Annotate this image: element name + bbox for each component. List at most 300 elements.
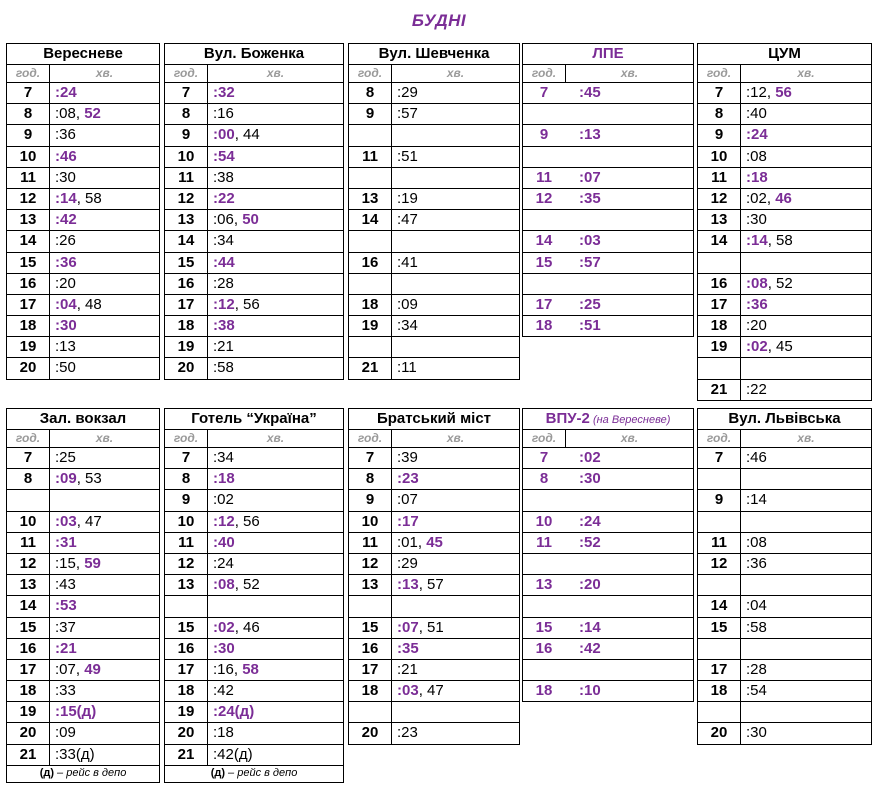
minutes-cell: :33	[55, 682, 76, 700]
minutes-cell: :02, 46	[746, 189, 792, 207]
hour-cell: 20	[349, 723, 392, 743]
table-row	[164, 231, 344, 252]
minutes-cell	[392, 274, 519, 294]
minutes-cell: :42(д)	[213, 745, 253, 763]
table-row	[697, 723, 872, 744]
table-row	[697, 702, 872, 723]
hour-cell: 13	[535, 576, 553, 594]
minutes-cell: :44	[213, 253, 235, 271]
table-row	[6, 745, 160, 766]
table-row	[697, 512, 872, 533]
column-header	[164, 65, 344, 83]
hour-cell: 16	[7, 274, 50, 294]
column-header-hour: год.	[523, 430, 566, 447]
table-row	[6, 448, 160, 469]
table-row	[6, 554, 160, 575]
table-row	[697, 147, 872, 168]
table-row	[6, 533, 160, 554]
minutes-cell: :40	[746, 105, 767, 123]
stop-name-label: ЛПЕ	[592, 45, 624, 62]
hour-cell	[523, 210, 565, 230]
stop-table-shevchenka	[348, 43, 520, 380]
minutes-cell: :13	[579, 126, 601, 144]
hour-cell	[523, 490, 565, 510]
minutes-cell: :36	[746, 554, 767, 572]
hour-cell: 18	[535, 682, 553, 700]
hour-cell: 16	[7, 639, 50, 659]
table-row	[522, 639, 694, 660]
column-header	[164, 430, 344, 448]
minutes-cell: :34	[213, 449, 234, 466]
hour-cell: 21	[349, 358, 392, 378]
table-row	[697, 253, 872, 274]
table-row	[6, 316, 160, 337]
hour-cell: 7	[165, 448, 208, 468]
table-row	[164, 554, 344, 575]
hour-cell	[523, 274, 565, 294]
column-header-hour: год.	[523, 65, 566, 82]
minutes-cell: :14	[579, 618, 601, 636]
table-row	[348, 554, 520, 575]
minutes-cell: :29	[397, 554, 418, 572]
minutes-cell: :23	[397, 724, 418, 742]
table-row	[522, 104, 694, 125]
table-row	[164, 295, 344, 316]
minutes-cell: :07, 51	[397, 618, 444, 636]
hour-cell: 20	[165, 723, 208, 743]
table-row	[164, 274, 344, 295]
column-header	[522, 430, 694, 448]
hour-cell: 7	[7, 448, 50, 468]
hour-cell: 16	[165, 639, 208, 659]
hour-cell: 16	[349, 639, 392, 659]
stop-name	[164, 43, 344, 65]
minutes-cell: :24	[579, 512, 601, 530]
table-row	[522, 147, 694, 168]
table-row	[348, 253, 520, 274]
hour-cell: 9	[698, 125, 741, 145]
hour-cell: 9	[349, 104, 392, 124]
minutes-cell: :21	[397, 660, 418, 678]
minutes-cell: :32	[213, 84, 235, 101]
hour-cell	[523, 596, 565, 616]
minutes-cell	[565, 596, 693, 616]
column-header-hour: год.	[698, 430, 741, 447]
minutes-cell: :30	[579, 470, 601, 488]
minutes-cell: :19	[397, 189, 418, 207]
hour-cell: 18	[698, 681, 741, 701]
hour-cell: 17	[165, 295, 208, 315]
table-row	[6, 469, 160, 490]
stop-name	[522, 408, 694, 430]
column-header-minutes: хв.	[95, 431, 114, 445]
table-row	[6, 618, 160, 639]
minutes-cell	[565, 104, 693, 124]
hour-cell: 12	[535, 189, 553, 207]
column-header-hour: год.	[165, 430, 208, 447]
hour-cell	[349, 596, 392, 616]
table-row	[697, 104, 872, 125]
minutes-cell: :25	[579, 295, 601, 313]
table-row	[6, 575, 160, 596]
hour-cell: 15	[7, 253, 50, 273]
minutes-cell: :18	[746, 168, 768, 186]
minutes-cell: :38	[213, 317, 235, 335]
minutes-cell: :35	[579, 189, 601, 207]
table-row	[697, 337, 872, 358]
column-header-minutes: хв.	[266, 431, 285, 445]
table-row	[522, 533, 694, 554]
table-row	[348, 596, 520, 617]
minutes-cell: :36	[55, 253, 77, 271]
minutes-cell: :14, 58	[55, 189, 102, 207]
hour-cell: 14	[7, 231, 50, 251]
table-row	[164, 618, 344, 639]
minutes-cell: :17	[397, 512, 419, 530]
minutes-cell: :11	[397, 359, 417, 377]
stop-name	[348, 408, 520, 430]
depot-note: (д) – рейс в депо	[6, 766, 160, 783]
hour-cell	[698, 639, 741, 659]
minutes-cell: :03, 47	[55, 512, 102, 530]
minutes-cell: :35	[397, 639, 419, 657]
hour-cell: 7	[539, 84, 549, 101]
hour-cell: 20	[7, 723, 50, 743]
table-row	[6, 83, 160, 104]
minutes-cell: :46	[746, 449, 767, 466]
table-row	[522, 189, 694, 210]
column-header-minutes: хв.	[446, 431, 465, 445]
minutes-cell: :42	[55, 211, 77, 229]
table-row	[164, 358, 344, 379]
hour-cell: 14	[165, 231, 208, 251]
stop-table-lvivska	[697, 408, 872, 745]
table-row	[164, 660, 344, 681]
minutes-cell: :13, 57	[397, 576, 444, 594]
table-row	[697, 295, 872, 316]
minutes-cell: :54	[746, 682, 767, 700]
hour-cell: 18	[7, 681, 50, 701]
hour-cell: 14	[698, 596, 741, 616]
minutes-cell: :40	[213, 533, 235, 551]
table-row	[348, 104, 520, 125]
minutes-cell: :01, 45	[397, 533, 443, 551]
minutes-cell: :15, 59	[55, 554, 101, 572]
hour-cell: 19	[7, 702, 50, 722]
minutes-cell: :57	[397, 105, 418, 123]
minutes-cell: :18	[213, 470, 235, 488]
column-header	[348, 430, 520, 448]
table-row	[697, 533, 872, 554]
table-row	[6, 358, 160, 379]
table-row	[164, 575, 344, 596]
table-row	[348, 83, 520, 104]
minutes-cell: :09	[397, 295, 418, 313]
table-row	[164, 512, 344, 533]
minutes-cell: :41	[397, 253, 418, 271]
table-row	[6, 596, 160, 617]
minutes-cell: :22	[213, 189, 235, 207]
minutes-cell: :28	[213, 274, 234, 292]
table-row	[348, 490, 520, 511]
minutes-cell: :04	[746, 597, 767, 615]
table-row	[164, 533, 344, 554]
hour-cell: 9	[698, 490, 741, 510]
hour-cell: 19	[165, 702, 208, 722]
hour-cell: 9	[165, 490, 208, 510]
hour-cell: 9	[165, 125, 208, 145]
minutes-cell: :06, 50	[213, 211, 259, 229]
minutes-cell: :14	[746, 491, 767, 509]
hour-cell: 17	[698, 295, 741, 315]
table-row	[164, 702, 344, 723]
table-row	[522, 490, 694, 511]
stop-table-veresneve	[6, 43, 160, 380]
stop-name	[348, 43, 520, 65]
table-row	[522, 295, 694, 316]
hour-cell: 11	[349, 533, 392, 553]
minutes-cell	[392, 596, 519, 616]
minutes-cell: :15(д)	[55, 703, 97, 721]
minutes-cell: :24	[213, 554, 234, 572]
table-row	[164, 681, 344, 702]
table-row	[6, 702, 160, 723]
table-row	[522, 469, 694, 490]
stop-name-label: Вересневе	[43, 45, 123, 62]
minutes-cell: :14, 58	[746, 232, 793, 250]
hour-cell: 18	[165, 681, 208, 701]
table-row	[522, 512, 694, 533]
hour-cell: 15	[165, 618, 208, 638]
table-row	[348, 358, 520, 379]
table-row	[522, 554, 694, 575]
hour-cell: 12	[698, 554, 741, 574]
stop-table-hotel-ukraina	[164, 408, 344, 783]
hour-cell: 11	[698, 533, 741, 553]
hour-cell: 11	[698, 168, 741, 188]
hour-cell: 11	[536, 533, 552, 551]
table-row	[164, 104, 344, 125]
hour-cell: 11	[7, 533, 50, 553]
minutes-cell: :03, 47	[397, 682, 444, 700]
table-row	[522, 448, 694, 469]
minutes-cell: :18	[213, 724, 234, 742]
stop-name-label: ЦУМ	[768, 45, 801, 62]
minutes-cell: :58	[746, 618, 767, 636]
table-row	[522, 618, 694, 639]
hour-cell: 10	[7, 147, 50, 167]
hour-cell: 12	[7, 554, 50, 574]
hour-cell: 15	[7, 618, 50, 638]
hour-cell: 9	[349, 490, 392, 510]
minutes-cell: :09, 53	[55, 470, 102, 488]
hour-cell: 10	[698, 147, 741, 167]
table-row	[164, 723, 344, 744]
hour-cell: 17	[165, 660, 208, 680]
table-row	[697, 554, 872, 575]
hour-cell: 9	[7, 125, 50, 145]
hour-cell: 9	[539, 126, 549, 144]
minutes-cell: :31	[55, 533, 77, 551]
column-header-hour: год.	[349, 430, 392, 447]
minutes-cell: :47	[397, 211, 418, 229]
stop-name	[6, 43, 160, 65]
hour-cell: 10	[7, 512, 50, 532]
minutes-cell	[565, 147, 693, 167]
hour-cell: 16	[535, 639, 553, 657]
hour-cell: 7	[7, 83, 50, 103]
hour-cell	[698, 702, 741, 722]
hour-cell: 7	[165, 83, 208, 103]
stop-table-bratskyi-mist	[348, 408, 520, 745]
column-header	[6, 65, 160, 83]
minutes-cell: :42	[579, 639, 601, 657]
minutes-cell	[741, 358, 871, 378]
hour-cell: 19	[165, 337, 208, 357]
minutes-cell: :12, 56	[746, 84, 792, 101]
column-header	[522, 65, 694, 83]
table-row	[522, 210, 694, 231]
stop-name	[522, 43, 694, 65]
minutes-cell: :00, 44	[213, 126, 260, 144]
table-row	[6, 125, 160, 146]
hour-cell: 8	[698, 104, 741, 124]
table-row	[6, 337, 160, 358]
minutes-cell: :02	[213, 491, 234, 509]
minutes-cell: :30	[746, 211, 767, 229]
minutes-cell	[741, 469, 871, 489]
table-row	[348, 147, 520, 168]
hour-cell: 18	[349, 681, 392, 701]
table-row	[697, 316, 872, 337]
stop-name-label: Готель “Україна”	[191, 410, 317, 427]
minutes-cell: :58	[213, 359, 234, 377]
hour-cell: 10	[165, 147, 208, 167]
table-row	[697, 210, 872, 231]
stop-name-label: Вул. Львівська	[728, 410, 841, 427]
table-row	[348, 189, 520, 210]
minutes-cell: :30	[213, 639, 235, 657]
column-header-hour: год.	[7, 65, 50, 82]
table-row	[6, 295, 160, 316]
hour-cell: 12	[7, 189, 50, 209]
minutes-cell: :08, 52	[746, 274, 793, 292]
column-header-minutes: хв.	[620, 431, 639, 445]
hour-cell: 10	[165, 512, 208, 532]
hour-cell: 12	[165, 554, 208, 574]
stop-name	[697, 43, 872, 65]
table-row	[697, 125, 872, 146]
table-row	[348, 448, 520, 469]
minutes-cell	[208, 596, 343, 616]
stop-name-label: ВПУ-2	[545, 410, 590, 427]
hour-cell: 10	[349, 512, 392, 532]
column-header-hour: год.	[7, 430, 50, 447]
table-row	[6, 639, 160, 660]
table-row	[348, 575, 520, 596]
table-row	[348, 533, 520, 554]
hour-cell: 7	[698, 448, 741, 468]
hour-cell: 13	[349, 575, 392, 595]
hour-cell	[698, 253, 741, 273]
minutes-cell: :30	[55, 168, 76, 186]
hour-cell: 18	[165, 316, 208, 336]
minutes-cell: :30	[55, 317, 77, 335]
hour-cell: 8	[349, 469, 392, 489]
table-row	[164, 189, 344, 210]
table-row	[6, 490, 160, 511]
table-row	[6, 681, 160, 702]
minutes-cell: :50	[55, 359, 76, 377]
hour-cell: 13	[349, 189, 392, 209]
table-row	[697, 618, 872, 639]
table-row	[522, 660, 694, 681]
hour-cell	[698, 512, 741, 532]
minutes-cell: :07, 49	[55, 660, 101, 678]
table-row	[697, 358, 872, 379]
table-row	[6, 253, 160, 274]
minutes-cell: :25	[55, 449, 76, 466]
hour-cell: 12	[698, 189, 741, 209]
hour-cell: 18	[535, 317, 553, 335]
hour-cell: 12	[165, 189, 208, 209]
minutes-cell: :24	[746, 126, 768, 144]
hour-cell	[523, 554, 565, 574]
minutes-cell	[565, 274, 693, 294]
table-row	[164, 745, 344, 766]
stop-name-label: Вул. Шевченка	[378, 45, 490, 62]
table-row	[6, 147, 160, 168]
minutes-cell: :42	[213, 682, 234, 700]
table-row	[697, 83, 872, 104]
column-header-minutes: хв.	[797, 66, 815, 80]
hour-cell: 16	[165, 274, 208, 294]
hour-cell: 21	[165, 745, 208, 765]
hour-cell: 20	[698, 723, 741, 743]
hour-cell: 7	[349, 448, 392, 468]
table-row	[348, 231, 520, 252]
minutes-cell: :08, 52	[55, 105, 101, 123]
table-row	[697, 575, 872, 596]
table-row	[6, 210, 160, 231]
column-header	[697, 65, 872, 83]
hour-cell: 20	[165, 358, 208, 378]
column-header-minutes: хв.	[446, 66, 465, 80]
minutes-cell	[565, 554, 693, 574]
hour-cell	[349, 702, 392, 722]
table-row	[6, 168, 160, 189]
table-row	[697, 660, 872, 681]
minutes-cell: :04, 48	[55, 295, 102, 313]
column-header	[697, 430, 872, 448]
stop-name	[697, 408, 872, 430]
minutes-cell: :20	[746, 317, 767, 335]
hour-cell	[165, 596, 208, 616]
minutes-cell	[565, 660, 693, 680]
minutes-cell: :33(д)	[55, 745, 95, 763]
minutes-cell: :08	[746, 147, 767, 165]
table-row	[164, 448, 344, 469]
minutes-cell: :16, 58	[213, 660, 259, 678]
hour-cell: 7	[698, 83, 741, 103]
hour-cell	[523, 104, 565, 124]
minutes-cell: :52	[579, 533, 601, 551]
hour-cell: 17	[349, 660, 392, 680]
table-row	[164, 210, 344, 231]
minutes-cell	[741, 639, 871, 659]
table-row	[348, 125, 520, 146]
table-row	[348, 723, 520, 744]
